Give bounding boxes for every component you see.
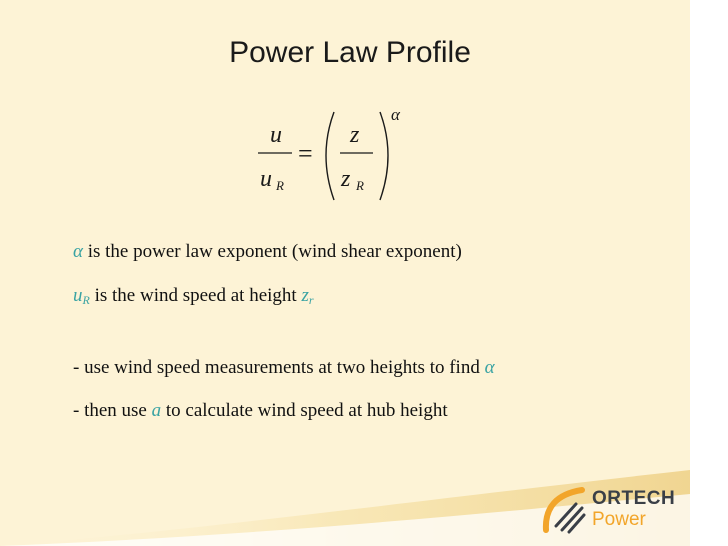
step-1-text: - use wind speed measurements at two heights to find xyxy=(73,357,485,378)
definition-ur xyxy=(73,285,314,308)
step-2-pre-text: - then use xyxy=(73,400,152,421)
definition-alpha xyxy=(73,241,462,263)
left-paren xyxy=(326,112,334,200)
formula-lhs-denominator-sub: R xyxy=(276,178,284,193)
step-2-post-text: to calculate wind speed at hub height xyxy=(161,400,448,421)
zr-symbol: z xyxy=(301,285,309,306)
step-2-a: a xyxy=(151,400,162,421)
right-paren xyxy=(380,112,388,200)
formula-lhs-numerator: u xyxy=(270,122,282,148)
ur-symbol: u xyxy=(73,285,83,306)
logo-mark-icon xyxy=(542,486,588,534)
step-1-alpha: α xyxy=(484,357,495,378)
formula-exponent: α xyxy=(391,105,400,124)
alpha-symbol: α xyxy=(73,241,83,262)
logo-text-ortech: ORTECH xyxy=(592,488,676,509)
ur-definition-text: is the wind speed at height xyxy=(89,285,302,306)
alpha-definition-text: is the power law exponent (wind shear exponent) xyxy=(82,241,462,262)
power-law-formula xyxy=(240,100,420,210)
formula-rhs-denominator-sub: R xyxy=(356,178,364,193)
logo-text-power: Power xyxy=(592,509,646,530)
formula-rhs-denominator: z xyxy=(341,166,351,192)
step-1 xyxy=(73,357,495,379)
slide-title: Power Law Profile xyxy=(229,36,471,69)
formula-rhs-numerator: z xyxy=(350,122,360,148)
formula-equals: = xyxy=(298,139,313,168)
right-margin xyxy=(690,0,728,546)
step-2 xyxy=(73,400,448,422)
formula-lhs-denominator: u xyxy=(260,166,272,192)
ortech-logo xyxy=(540,484,690,536)
ur-subscript: R xyxy=(82,293,90,307)
zr-subscript: r xyxy=(308,293,314,307)
